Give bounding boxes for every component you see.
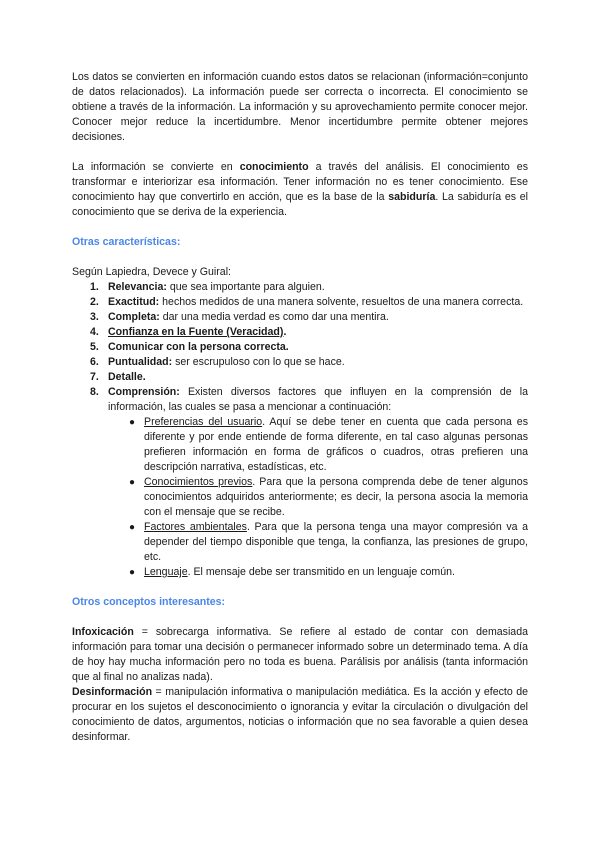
comprehension-factors-list (72, 415, 528, 580)
intro-p2-c: a través del análisis. El conocimiento es transformar e interiorizar esa información. Tener información no es tener conocimiento. Ese conocimiento hay que convertirlo en acción, que es la base de la (72, 161, 528, 203)
list-item: 2. Exactitud: hechos medidos de una manera solvente, resueltos de una manera correcta. (90, 296, 524, 308)
list-item: 7. Detalle. (90, 371, 146, 383)
desinformacion-paragraph: Desinformación = manipulación informativa o manipulación mediática. Es la acción y efecto de procurar en los sujetos el desconocimiento o ignorancia y evitar la circulación o divulgación del conocimiento de datos, argumentos, noticias o información que no sea favorable a quien desea desinformar. (72, 686, 528, 743)
list-item: ● Conocimientos previos. Para que la persona comprenda debe de tener algunos conocimientos adquiridos anteriormente; es decir, la persona asocia la memoria con el mensaje que se recibe. (129, 476, 528, 518)
list-lead: Según Lapiedra, Devece y Guiral: (72, 266, 231, 278)
intro-p2-a: La información se convierte en (72, 161, 240, 173)
list-item: 1. Relevancia: que sea importante para alguien. (90, 281, 325, 293)
list-item: ● Lenguaje. El mensaje debe ser transmitido en un lenguaje común. (129, 566, 455, 578)
term-sabiduria: sabiduría (388, 191, 436, 203)
list-item: 6. Puntualidad: ser escrupuloso con lo que se hace. (90, 356, 345, 368)
intro-paragraph-1: Los datos se convierten en información cuando estos datos se relacionan (información=conjunto de datos relacionados). La información puede ser correcta o incorrecta. El conocimiento se obtiene a través de la información. La información y su aprovechamiento permite conocer mejor. Conocer mejor reduce la incertidumbre. Menor incertidumbre permite obtener mejores decisiones. (72, 71, 528, 143)
list-item: ● Factores ambientales. Para que la persona tenga una mayor compresión va a depender del tiempo disponible que tenga, la confianza, las presiones de grupo, etc. (129, 521, 529, 563)
bullet-icon: ● (129, 417, 136, 428)
intro-paragraph-2 (72, 160, 528, 220)
infoxicacion-paragraph: Infoxicación = sobrecarga informativa. Se refiere al estado de contar con demasiada información para tomar una decisión o permanecer informado sobre un determinado tema. A día de hoy hay mucha información pero no toda es buena. Parálisis por análisis (tanta información que al final no analizas nada). (72, 626, 528, 683)
list-item: 3. Completa: dar una media verdad es como dar una mentira. (90, 311, 389, 323)
bullet-icon: ● (129, 522, 136, 533)
heading-otros-conceptos: Otros conceptos interesantes: (72, 596, 226, 608)
heading-otras-caracteristicas: Otras características: (72, 236, 181, 248)
list-item: 5. Comunicar con la persona correcta. (90, 341, 289, 353)
characteristics-list (72, 280, 528, 415)
list-item: ● Preferencias del usuario. Aquí se debe tener en cuenta que cada persona es diferente y por ende entiende de forma diferente, en tal caso algunas personas prefieren información en forma de gráficos o cuadros, otras prefieren una descripción narrativa, estadísticas, etc. (129, 416, 528, 473)
bullet-icon: ● (129, 477, 136, 488)
bullet-icon: ● (129, 567, 136, 578)
list-item: 8. Comprensión: Existen diversos factores que influyen en la comprensión de la información, las cuales se pasa a mencionar a continuación: (90, 386, 528, 413)
intro-p2-e: . La sabiduría es el conocimiento que se deriva de la experiencia. (72, 191, 528, 218)
term-conocimiento: conocimiento (239, 161, 309, 173)
list-item: 4. Confianza en la Fuente (Veracidad). (90, 326, 287, 338)
document-page (72, 70, 528, 745)
